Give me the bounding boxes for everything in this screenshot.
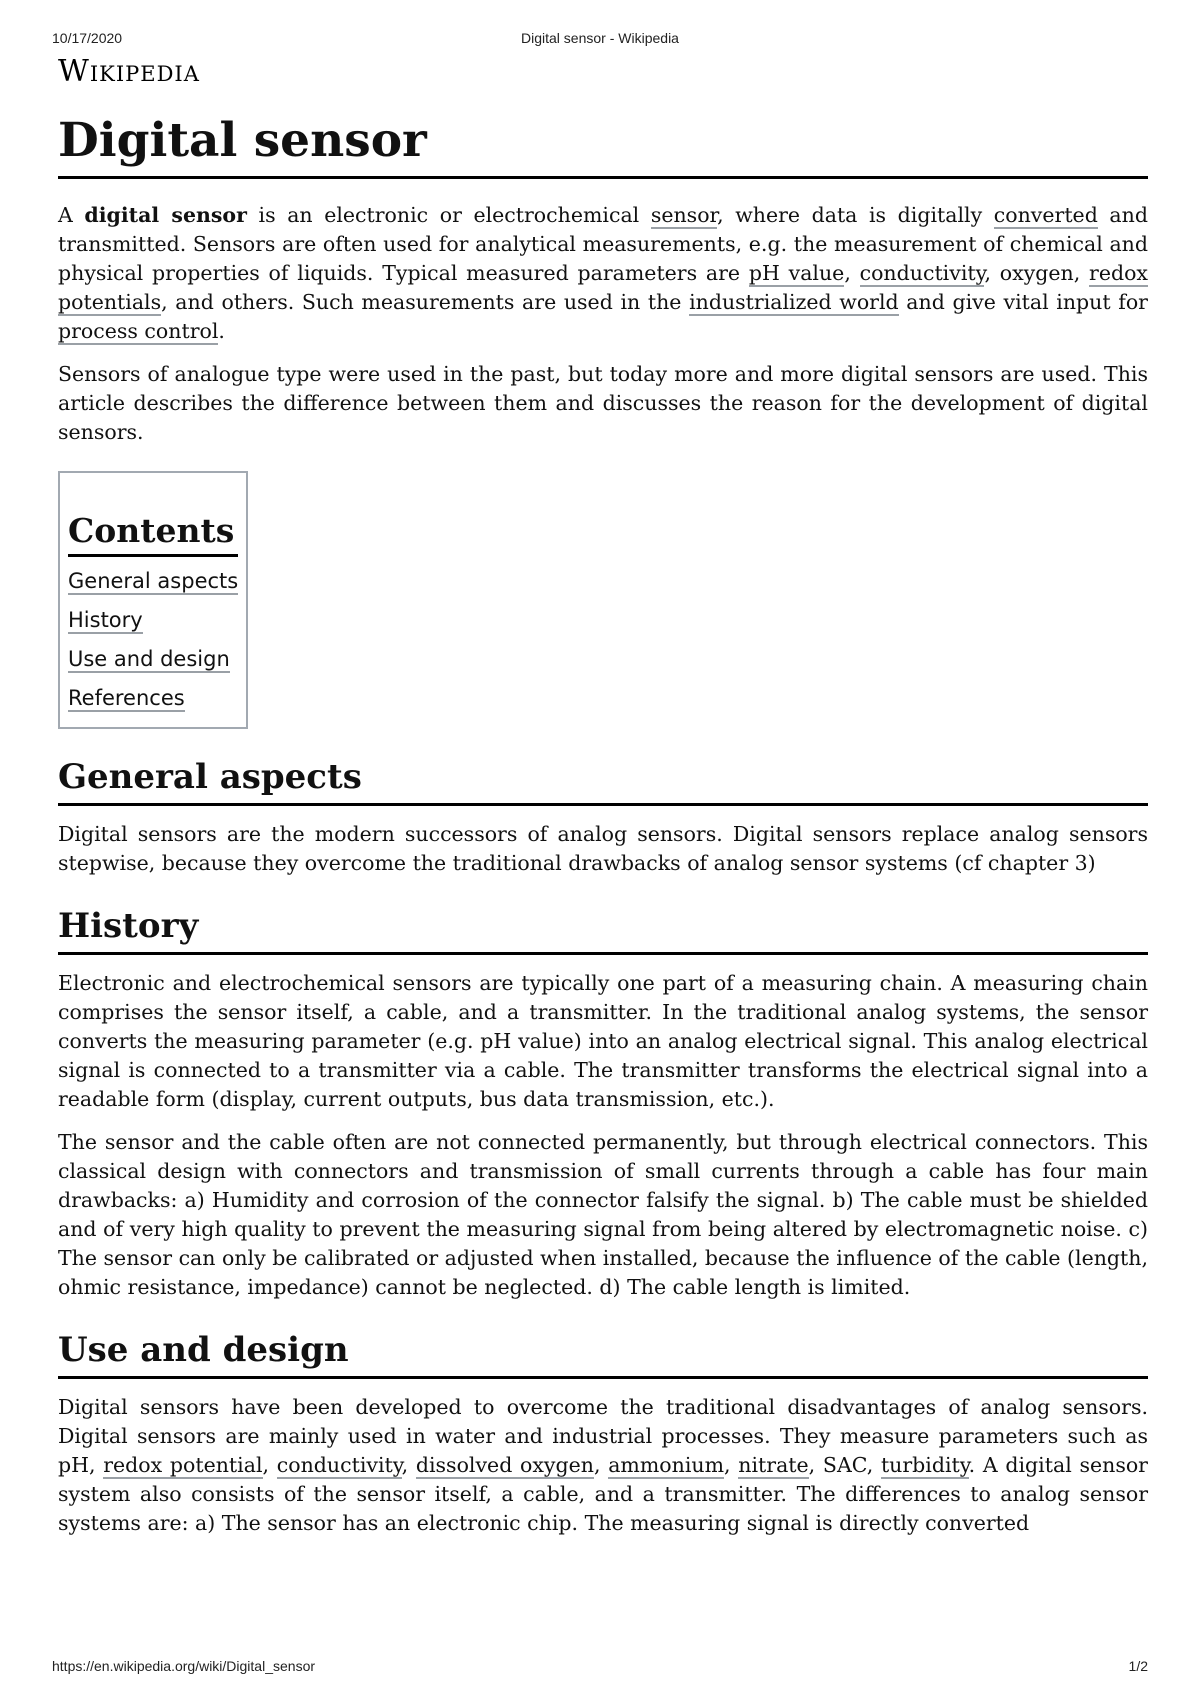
section-heading-history: History bbox=[58, 904, 1148, 955]
general-aspects-paragraph: Digital sensors are the modern successors of analog sensors. Digital sensors replace analog sensors stepwise, because they overcome the traditional drawbacks of analog sensor systems (cf chapter 3) bbox=[58, 822, 1148, 875]
link-turbidity[interactable]: turbidity bbox=[880, 1453, 969, 1477]
link-sensor[interactable]: sensor bbox=[650, 203, 718, 227]
history-paragraph-1: Electronic and electrochemical sensors are typically one part of a measuring chain. A measuring chain comprises the sensor itself, a cable, and a transmitter. In the traditional analog systems, the sensor converts the measuring parameter (e.g. pH value) into an analog electrical signal. This analog electrical signal is connected to a transmitter via a cable. The transmitter transforms the electrical signal into a readable form (display, current outputs, bus data transmission, etc.). bbox=[58, 971, 1148, 1111]
wikipedia-logo[interactable]: Wikipedia bbox=[58, 54, 200, 89]
history-paragraph-2: The sensor and the cable often are not connected permanently, but through electrical connectors. This classical design with connectors and transmission of small currents through a cable has four main drawbacks: a) Humidity and corrosion of the connector falsify the signal. b) The cable must be shielded and of very high quality to prevent the measuring signal from being altered by electromagnetic noise. c) The sensor can only be calibrated or adjusted when installed, because the influence of the cable (length, ohmic resistance, impedance) cannot be neglected. d) The cable length is limited. bbox=[58, 1130, 1148, 1299]
link-redox-potential[interactable]: redox potential bbox=[103, 1453, 263, 1477]
toc-item-general-aspects[interactable]: General aspects bbox=[68, 569, 239, 593]
intro-paragraph-1: A digital sensor is an electronic or electrochemical sensor, where data is digitally converted and transmitted. Sensors are often used for analytical measurements, e.g. the measurement of chemical and physical properties of liquids. Typical measured parameters are pH value, conductivity, oxygen, redox potentials, and others. Such measurements are used in the industrialized world and give vital input for process control. bbox=[58, 203, 1148, 343]
link-ph-value[interactable]: pH value bbox=[748, 261, 845, 285]
print-page-title: Digital sensor - Wikipedia bbox=[521, 30, 679, 46]
link-ammonium[interactable]: ammonium bbox=[608, 1453, 725, 1477]
article-title: Digital sensor bbox=[58, 112, 1148, 179]
link-process-control[interactable]: process control bbox=[58, 319, 219, 343]
bold-term: digital sensor bbox=[84, 203, 247, 227]
intro-paragraph-2: Sensors of analogue type were used in the past, but today more and more digital sensors are used. This article describes the difference between them and discusses the reason for the development of digital sensors. bbox=[58, 362, 1148, 444]
toc-item-references[interactable]: References bbox=[68, 686, 185, 710]
toc-item-history[interactable]: History bbox=[68, 608, 143, 632]
link-nitrate[interactable]: nitrate bbox=[738, 1453, 809, 1477]
print-url: https://en.wikipedia.org/wiki/Digital_sensor bbox=[52, 1658, 316, 1674]
print-header bbox=[52, 30, 1148, 50]
article-content bbox=[58, 112, 1148, 1538]
use-and-design-paragraph: Digital sensors have been developed to overcome the traditional disadvantages of analog sensors. Digital sensors are mainly used in water and industrial processes. They measure parameters such as pH, redox potential, conductivity, dissolved oxygen, ammonium, nitrate, SAC, turbidity. A digital sensor system also consists of the sensor itself, a cable, and a transmitter. The differences to analog sensor systems are: a) The sensor has an electronic chip. The measuring signal is directly converted bbox=[58, 1395, 1148, 1535]
print-date: 10/17/2020 bbox=[52, 30, 123, 46]
print-page-number: 1/2 bbox=[1128, 1658, 1148, 1674]
toc-title: Contents bbox=[68, 511, 238, 557]
link-conductivity[interactable]: conductivity bbox=[859, 261, 985, 285]
section-heading-use-and-design: Use and design bbox=[58, 1328, 1148, 1379]
toc-item-use-and-design[interactable]: Use and design bbox=[68, 647, 230, 671]
print-footer bbox=[52, 1658, 1148, 1678]
link-converted[interactable]: converted bbox=[993, 203, 1098, 227]
link-industrialized-world[interactable]: industrialized world bbox=[689, 290, 899, 314]
section-heading-general-aspects: General aspects bbox=[58, 755, 1148, 806]
link-redox-potentials[interactable]: redox potentials bbox=[58, 261, 1148, 314]
link-conductivity-2[interactable]: conductivity bbox=[276, 1453, 402, 1477]
table-of-contents bbox=[58, 471, 248, 729]
link-dissolved-oxygen[interactable]: dissolved oxygen bbox=[415, 1453, 594, 1477]
